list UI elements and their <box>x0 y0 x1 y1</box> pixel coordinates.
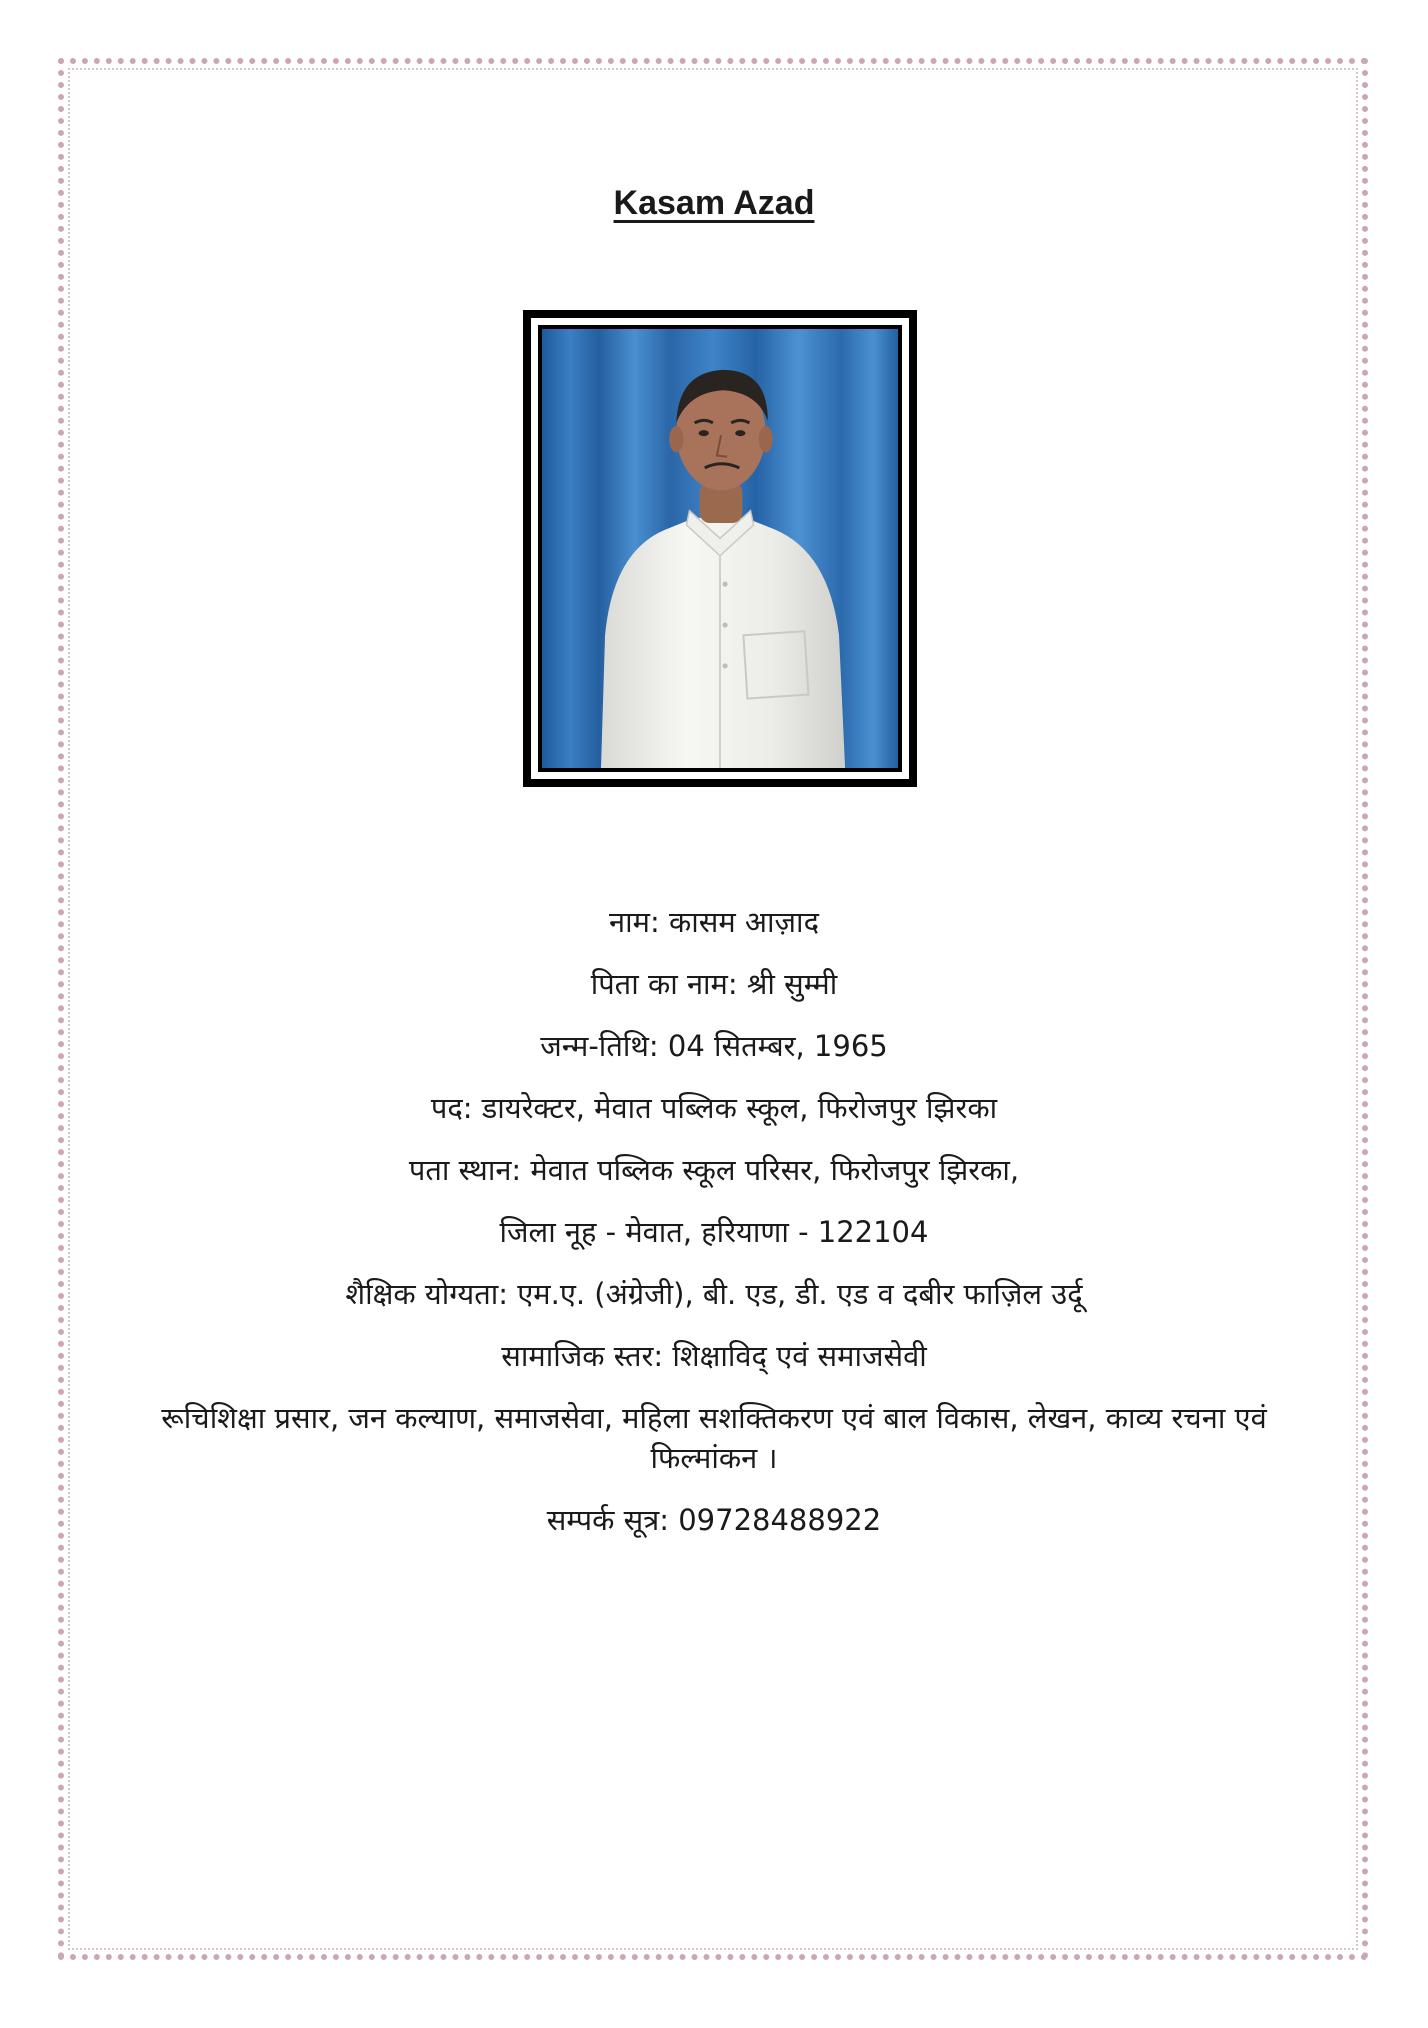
detail-birth-date: जन्म-तिथि: 04 सितम्बर, 1965 <box>540 1029 888 1063</box>
detail-father-name: पिता का नाम: श्री सुम्मी <box>590 967 838 1001</box>
biography-details <box>150 902 1278 1562</box>
detail-contact: सम्पर्क सूत्र: 09728488922 <box>546 1503 882 1537</box>
detail-interests: रूचिशिक्षा प्रसार, जन कल्याण, समाजसेवा, महिला सशक्तिकरण एवं बाल विकास, लेखन, काव्य रचना एवं फिल्मांकन । <box>161 1401 1267 1475</box>
page-title: Kasam Azad <box>613 184 815 222</box>
detail-position: पद: डायरेक्टर, मेवात पब्लिक स्कूल, फिरोजपुर झिरका <box>430 1091 998 1125</box>
detail-social-status: सामाजिक स्तर: शिक्षाविद् एवं समाजसेवी <box>501 1339 927 1373</box>
portrait-inner-border <box>531 318 909 779</box>
portrait-photo <box>542 329 898 768</box>
detail-address-line-2: जिला नूह - मेवात, हरियाणा - 122104 <box>499 1215 929 1249</box>
detail-address-line-1: पता स्थान: मेवात पब्लिक स्कूल परिसर, फिरोजपुर झिरका, <box>408 1153 1020 1187</box>
detail-education: शैक्षिक योग्यता: एम.ए. (अंग्रेजी), बी. एड, डी. एड व दबीर फाज़िल उर्दू <box>345 1277 1083 1311</box>
detail-name: नाम: कासम आज़ाद <box>609 905 819 939</box>
portrait-frame <box>523 310 917 787</box>
